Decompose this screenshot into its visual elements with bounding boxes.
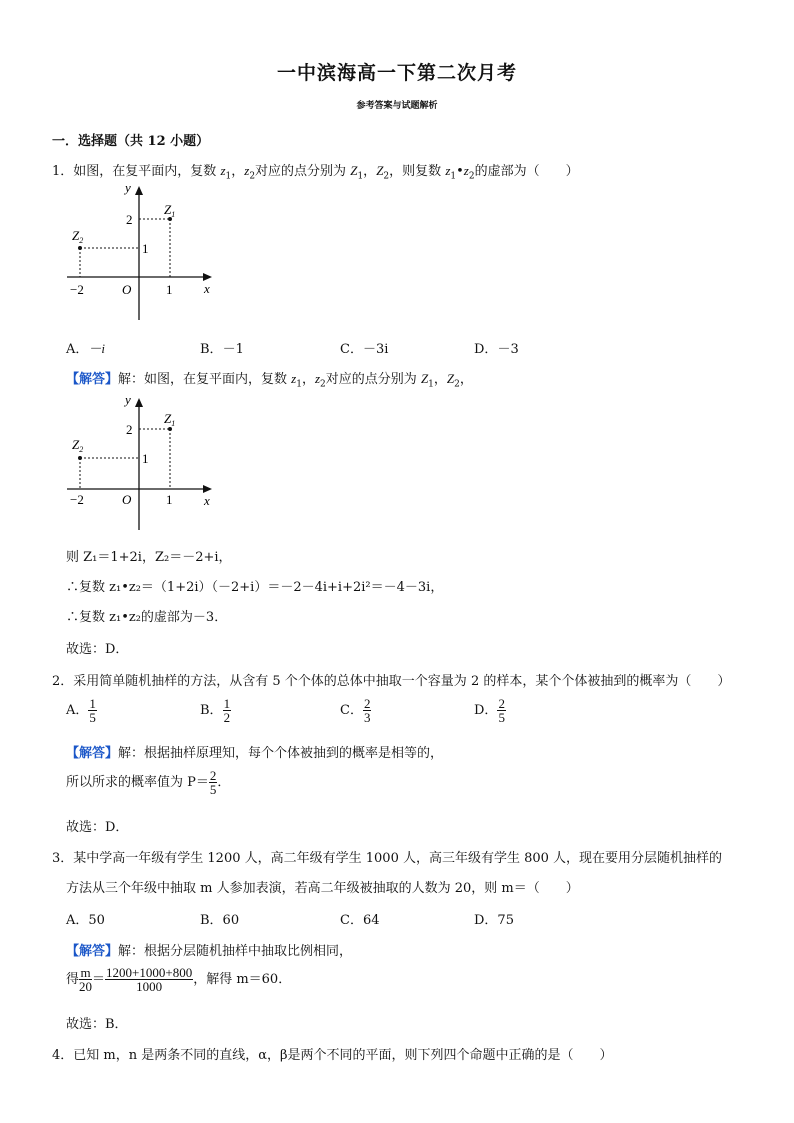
answer-tag: 【解答】 [66,944,119,959]
z2-label: $Z_2$ [72,228,84,245]
complex-plane-figure [62,180,222,328]
tick-y-2: 2 [126,422,133,437]
z1-label: $Z_1$ [164,202,176,219]
point-z2 [78,456,82,460]
q1-option-d: D．－3 [474,342,519,357]
x-axis-arrow [203,485,212,493]
z2-label: $Z_2$ [72,437,84,454]
q3-stem-line2: 方法从三个年级中抽取 m 人参加表演，若高二年级被抽取的人数为 20，则 m＝（ ） [66,881,579,896]
tick-x-neg2: −2 [70,282,84,297]
x-axis-label: x [204,493,210,508]
q1-answer-imag: ∴复数 z₁•z₂的虚部为－3． [66,610,228,625]
q3-stem-line1: 3．某中学高一年级有学生 1200 人，高二年级有学生 1000 人，高三年级有学生 800 人，现在要用分层随机抽样的 [52,851,723,866]
q3-option-d: D．75 [474,913,514,928]
tick-y-1: 1 [142,241,149,256]
q2-answer-intro: 【解答】解：根据抽样原理知，每个个体被抽到的概率是相等的， [66,746,444,761]
q1-option-c: C．－3i [340,342,389,357]
q4-stem: 4．已知 m，n 是两条不同的直线，α，β是两个不同的平面，则下列四个命题中正确的是（ ） [52,1048,613,1063]
q2-option-d: D． $\frac{2}{5}$ [474,696,505,725]
answer-tag: 【解答】 [66,746,119,761]
page-title: 一中滨海高一下第二次月考 [276,62,517,84]
q1-stem: 1．如图，在复平面内，复数 $z_1$，$z_2$对应的点分别为 $Z_1$，$Z_2$，则复数 $z_1•z_2$的虚部为（ ） [52,163,579,182]
q2-answer-value: 所以所求的概率值为 P＝ $\frac{2}{5}$ ． [66,768,231,797]
point-z2 [78,246,82,250]
q3-option-a: A．50 [66,913,105,928]
origin-label: O [122,492,132,507]
y-axis-arrow [135,186,143,195]
tick-x-1: 1 [166,492,173,507]
q2-stem: 2．采用简单随机抽样的方法，从含有 5 个个体的总体中抽取一个容量为 2 的样本，某个个体被抽到的概率为（ ） [52,674,731,689]
tick-y-2: 2 [126,212,133,227]
tick-x-1: 1 [166,282,173,297]
section-heading: 一．选择题（共 12 小题） [52,134,210,149]
q1-answer-choice: 故选：D． [66,642,129,657]
x-axis-label: x [204,281,210,296]
q3-option-c: C．64 [340,913,380,928]
q1-answer-points: 则 Z₁＝1+2i，Z₂＝－2+i， [66,550,232,565]
z1-label: $Z_1$ [164,411,176,428]
y-axis-label: y [125,180,131,195]
q2-option-c: C． $\frac{2}{3}$ [340,696,371,725]
q3-answer-equation: 得 $\frac{m}{20}$ ＝ $\frac{1200+1000+800}{1000}$ ，解得 m＝60． [66,965,292,994]
complex-plane-figure-answer [62,392,222,540]
q2-option-a: A． $\frac{1}{5}$ [66,696,96,725]
tick-x-neg2: −2 [70,492,84,507]
q1-option-a: A．－i [66,341,106,357]
q1-option-b: B．－1 [200,342,244,357]
q2-answer-choice: 故选：D． [66,820,129,835]
q2-option-b: B． $\frac{1}{2}$ [200,696,231,725]
q1-answer-product: ∴复数 z₁•z₂＝（1+2i）（－2+i）＝－2－4i+i+2i²＝－4－3i， [66,580,444,595]
q1-answer-intro: 【解答】解：如图，在复平面内，复数 $z_1$，$z_2$对应的点分别为 $Z_1$，$Z_2$， [66,371,473,390]
q3-answer-intro: 【解答】解：根据分层随机抽样中抽取比例相同， [66,944,353,959]
y-axis-arrow [135,398,143,407]
x-axis-arrow [203,273,212,281]
origin-label: O [122,282,132,297]
q3-answer-choice: 故选：B． [66,1017,128,1032]
y-axis-label: y [125,392,131,407]
answer-tag: 【解答】 [66,372,119,387]
page-subtitle: 参考答案与试题解析 [356,101,438,111]
q3-option-b: B．60 [200,913,240,928]
tick-y-1: 1 [142,451,149,466]
